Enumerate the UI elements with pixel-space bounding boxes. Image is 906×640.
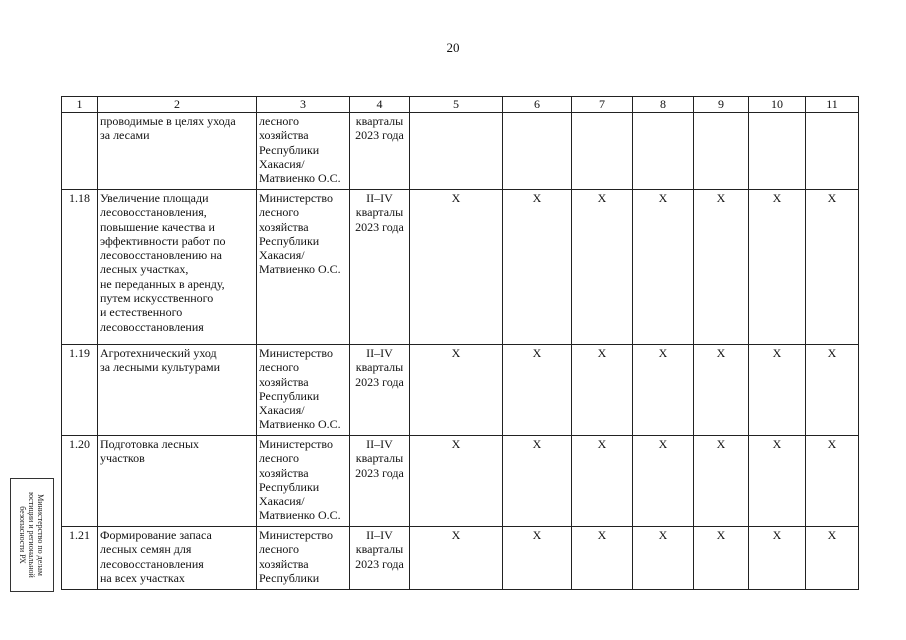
mark-cell-9: X [694, 345, 749, 436]
mark-cell-7: X [572, 190, 633, 345]
mark-cell-7: X [572, 436, 633, 527]
col-header-11: 11 [806, 97, 859, 113]
mark-cell-11: X [806, 190, 859, 345]
responsible-text: лесного хозяйства Республики Хакасия/ Матвиенко О.С. [259, 114, 341, 186]
mark-cell-8: X [633, 190, 694, 345]
mark-cell-6: X [503, 527, 572, 590]
header-row [62, 97, 859, 113]
term-cell [350, 527, 410, 590]
responsible-text: Министерство лесного хозяйства Республики [259, 528, 333, 585]
row-number: 1.21 [62, 527, 98, 590]
responsible-cell [257, 190, 350, 345]
mark-cell-7: X [572, 527, 633, 590]
stamp-line: Министерство по делам [36, 494, 46, 576]
responsible-cell [257, 113, 350, 190]
mark-cell-10: X [749, 527, 806, 590]
col-header-8: 8 [633, 97, 694, 113]
col-header-1: 1 [62, 97, 98, 113]
mark-cell-10: X [749, 436, 806, 527]
mark-cell-5: X [410, 527, 503, 590]
term-cell [350, 190, 410, 345]
term-text: кварталы 2023 года [355, 114, 404, 143]
row-number: 1.18 [62, 190, 98, 345]
table-row [62, 113, 859, 190]
activity-name-text: Подготовка лесных участков [100, 437, 200, 466]
table-row [62, 190, 859, 345]
mark-cell-11: X [806, 436, 859, 527]
table-row [62, 527, 859, 590]
col-header-9: 9 [694, 97, 749, 113]
row-number: 1.19 [62, 345, 98, 436]
term-text: II–IV кварталы 2023 года [355, 346, 404, 389]
responsible-text: Министерство лесного хозяйства Республики Хакасия/ Матвиенко О.С. [259, 437, 341, 523]
mark-cell-7: X [572, 345, 633, 436]
mark-cell-8: X [633, 527, 694, 590]
activity-name [98, 436, 257, 527]
mark-cell-6: X [503, 345, 572, 436]
mark-cell-9: X [694, 190, 749, 345]
mark-cell-10 [749, 113, 806, 190]
col-header-5: 5 [410, 97, 503, 113]
mark-cell-5: X [410, 345, 503, 436]
mark-cell-6 [503, 113, 572, 190]
mark-cell-5: X [410, 190, 503, 345]
table-row [62, 345, 859, 436]
mark-cell-10: X [749, 345, 806, 436]
activity-name [98, 113, 257, 190]
mark-cell-11 [806, 113, 859, 190]
mark-cell-8 [633, 113, 694, 190]
activity-name-text: Агротехнический уход за лесными культурами [100, 346, 221, 375]
responsible-cell [257, 345, 350, 436]
registration-stamp [10, 478, 54, 592]
mark-cell-6: X [503, 436, 572, 527]
activity-name [98, 190, 257, 345]
col-header-4: 4 [350, 97, 410, 113]
mark-cell-8: X [633, 345, 694, 436]
term-text: II–IV кварталы 2023 года [355, 437, 404, 480]
responsible-text: Министерство лесного хозяйства Республики Хакасия/ Матвиенко О.С. [259, 346, 341, 432]
row-number: 1.20 [62, 436, 98, 527]
term-text: II–IV кварталы 2023 года [355, 528, 404, 571]
mark-cell-9: X [694, 436, 749, 527]
col-header-6: 6 [503, 97, 572, 113]
mark-cell-9: X [694, 527, 749, 590]
responsible-text: Министерство лесного хозяйства Республики Хакасия/ Матвиенко О.С. [259, 191, 341, 277]
activity-name [98, 527, 257, 590]
row-number [62, 113, 98, 190]
responsible-cell [257, 436, 350, 527]
stamp-line: безопасности РХ [18, 506, 28, 564]
stamp-text [11, 479, 53, 591]
activity-name-text: проводимые в целях ухода за лесами [100, 114, 236, 143]
responsible-cell [257, 527, 350, 590]
mark-cell-7 [572, 113, 633, 190]
mark-cell-5: X [410, 436, 503, 527]
table-row [62, 436, 859, 527]
term-cell [350, 436, 410, 527]
activity-name-text: Увеличение площади лесовосстановления, повышение качества и эффективности работ по лесовосстановлению на лесных участках, не переданных в аренду, путем искусственного и естественного лесовосстановления [100, 191, 226, 334]
mark-cell-11: X [806, 527, 859, 590]
mark-cell-11: X [806, 345, 859, 436]
term-text: II–IV кварталы 2023 года [355, 191, 404, 234]
term-cell [350, 113, 410, 190]
mark-cell-10: X [749, 190, 806, 345]
activity-name [98, 345, 257, 436]
col-header-2: 2 [98, 97, 257, 113]
mark-cell-9 [694, 113, 749, 190]
stamp-line: юстиции и региональной [27, 492, 37, 578]
col-header-3: 3 [257, 97, 350, 113]
plan-table [61, 96, 859, 590]
mark-cell-5 [410, 113, 503, 190]
mark-cell-8: X [633, 436, 694, 527]
activity-name-text: Формирование запаса лесных семян для лесовосстановления на всех участках [100, 528, 212, 585]
page-number: 20 [446, 40, 460, 55]
col-header-7: 7 [572, 97, 633, 113]
term-cell [350, 345, 410, 436]
mark-cell-6: X [503, 190, 572, 345]
col-header-10: 10 [749, 97, 806, 113]
